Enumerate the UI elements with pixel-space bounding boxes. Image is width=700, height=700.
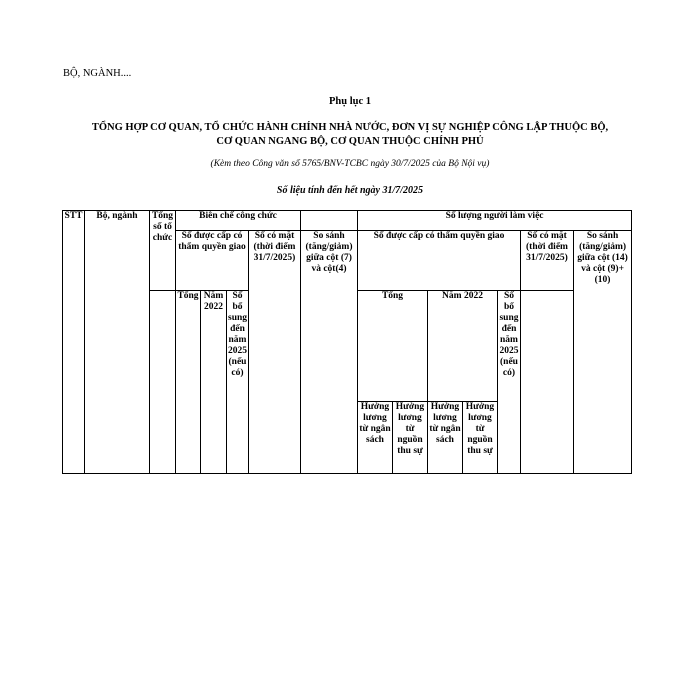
data-date-line: Số liệu tính đến hết ngày 31/7/2025 <box>276 185 424 196</box>
ministry-label: BỘ, NGÀNH.... <box>63 68 132 79</box>
header-huong-luong-nguon-thu-1: Hưởng lương từ nguồn thu sự <box>393 402 428 474</box>
header-so-co-mat: Số có mặt (thời điểm 31/7/2025) <box>249 231 301 474</box>
so-co-mat-2-cell <box>521 291 574 474</box>
header-huong-luong-ngan-sach-1: Hưởng lương từ ngân sách <box>358 402 393 474</box>
document-subtitle: (Kèm theo Công văn số 5765/BNV-TCBC ngày 30/7/2025 của Bộ Nội vụ) <box>210 159 490 169</box>
title-line-1: TỔNG HỢP CƠ QUAN, TỔ CHỨC HÀNH CHÍNH NHÀ NƯỚC, ĐƠN VỊ SỰ NGHIỆP CÔNG LẬP THUỘC BỘ, <box>91 122 609 133</box>
header-so-co-mat-2: Số có mặt (thời điểm 31/7/2025) <box>521 231 574 291</box>
title-line-2: CƠ QUAN NGANG BỘ, CƠ QUAN THUỘC CHÍNH PHỦ <box>216 136 484 147</box>
header-so-bo-sung-2: Số bổ sung đến năm 2025 (nếu có) <box>498 291 521 474</box>
header-so-sanh-14: So sánh (tăng/giảm) giữa cột (14) và cột (9)+ (10) <box>574 231 632 474</box>
header-bo-nganh: Bộ, ngành <box>85 211 150 474</box>
header-nam-2022: Năm 2022 <box>201 291 227 474</box>
header-huong-luong-nguon-thu-2: Hưởng lương từ nguồn thu sự <box>463 402 498 474</box>
header-tong-so-to-chuc: Tổng số tổ chức <box>150 211 176 291</box>
header-so-bo-sung: Số bổ sung đến năm 2025 (nếu có) <box>227 291 249 474</box>
header-tong: Tổng <box>176 291 201 474</box>
document-title <box>40 121 660 149</box>
summary-table <box>62 210 632 474</box>
header-stt: STT <box>63 211 85 474</box>
header-so-sanh-7-4: So sánh (tăng/giảm) giữa cột (7) và cột(4) <box>301 231 358 474</box>
header-nam-2022-2: Năm 2022 <box>428 291 498 402</box>
header-bien-che-cong-chuc: Biên chế công chức <box>176 211 301 231</box>
tong-so-to-chuc-cell <box>150 291 176 474</box>
header-so-duoc-cap-giao: Số được cấp có thẩm quyền giao <box>176 231 249 291</box>
header-blank-cell <box>301 211 358 231</box>
header-so-luong-nguoi-lam-viec: Số lượng người làm việc <box>358 211 632 231</box>
annex-title: Phụ lục 1 <box>328 96 371 107</box>
header-so-duoc-cap-giao-2: Số được cấp có thẩm quyền giao <box>358 231 521 291</box>
header-tong-2: Tổng <box>358 291 428 402</box>
header-huong-luong-ngan-sach-2: Hưởng lương từ ngân sách <box>428 402 463 474</box>
